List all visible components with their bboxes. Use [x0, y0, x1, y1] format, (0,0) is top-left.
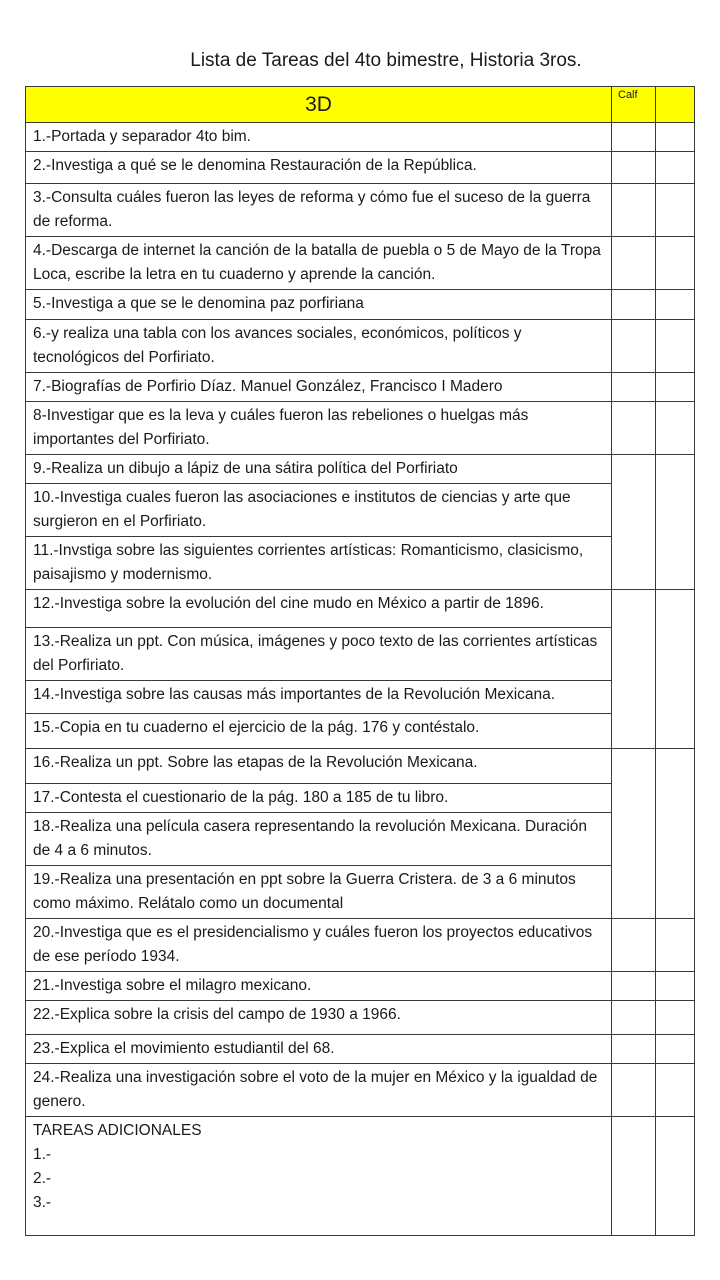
check-cell	[656, 373, 695, 402]
task-cell: 19.-Realiza una presentación en ppt sobre la Guerra Cristera. de 3 a 6 minutos como máximo. Relátalo como un documental	[26, 866, 612, 919]
task-cell: 3.-Consulta cuáles fueron las leyes de reforma y cómo fue el suceso de la guerra de reforma.	[26, 184, 612, 237]
task-cell: 14.-Investiga sobre las causas más importantes de la Revolución Mexicana.	[26, 681, 612, 714]
grade-cell	[612, 972, 656, 1001]
additional-item: 3.-	[33, 1194, 52, 1211]
table-row	[26, 237, 695, 290]
task-cell: 24.-Realiza una investigación sobre el voto de la mujer en México y la igualdad de genero.	[26, 1064, 612, 1117]
check-cell	[656, 290, 695, 320]
task-cell: 2.-Investiga a qué se le denomina Restauración de la República.	[26, 152, 612, 184]
table-row	[26, 184, 695, 237]
task-cell: 8-Investigar que es la leva y cuáles fueron las rebeliones o huelgas más importantes del Porfiriato.	[26, 402, 612, 455]
check-cell	[656, 184, 695, 237]
task-cell: 1.-Portada y separador 4to bim.	[26, 123, 612, 152]
grade-cell	[612, 237, 656, 290]
table-row	[26, 628, 695, 681]
task-cell: 23.-Explica el movimiento estudiantil del 68.	[26, 1035, 612, 1064]
table-header-row	[26, 87, 695, 123]
table-row	[26, 152, 695, 184]
task-cell: 18.-Realiza una película casera representando la revolución Mexicana. Duración de 4 a 6 minutos.	[26, 813, 612, 866]
grade-cell	[612, 290, 656, 320]
table-row	[26, 402, 695, 455]
task-cell: 9.-Realiza un dibujo a lápiz de una sátira política del Porfiriato	[26, 455, 612, 484]
additional-item: 1.-	[33, 1146, 52, 1163]
grade-cell	[612, 152, 656, 184]
task-cell: 10.-Investiga cuales fueron las asociaciones e institutos de ciencias y arte que surgieron en el Porfiriato.	[26, 484, 612, 537]
task-cell: 6.-y realiza una tabla con los avances sociales, económicos, políticos y tecnológicos del Porfiriato.	[26, 320, 612, 373]
task-cell: 17.-Contesta el cuestionario de la pág. 180 a 185 de tu libro.	[26, 784, 612, 813]
table-row	[26, 590, 695, 628]
task-cell: 5.-Investiga a que se le denomina paz porfiriana	[26, 290, 612, 320]
grade-cell	[612, 320, 656, 373]
check-cell	[656, 919, 695, 972]
task-cell: 11.-Invstiga sobre las siguientes corrientes artísticas: Romanticismo, clasicismo, paisajismo y modernismo.	[26, 537, 612, 590]
table-row	[26, 455, 695, 484]
check-cell	[656, 1064, 695, 1117]
table-row	[26, 972, 695, 1001]
task-cell: 15.-Copia en tu cuaderno el ejercicio de la pág. 176 y contéstalo.	[26, 714, 612, 749]
additional-tasks-cell	[26, 1117, 612, 1236]
grade-cell	[612, 919, 656, 972]
table-row	[26, 866, 695, 919]
table-row	[26, 123, 695, 152]
table-row	[26, 714, 695, 749]
table-row	[26, 681, 695, 714]
check-cell	[656, 455, 695, 590]
additional-item: 2.-	[33, 1170, 52, 1187]
table-row	[26, 813, 695, 866]
grade-cell	[612, 1064, 656, 1117]
grade-cell	[612, 402, 656, 455]
grade-cell	[612, 184, 656, 237]
check-cell	[656, 590, 695, 749]
table-row	[26, 919, 695, 972]
grade-cell	[612, 373, 656, 402]
table-row	[26, 1035, 695, 1064]
check-cell	[656, 152, 695, 184]
task-cell: 20.-Investiga que es el presidencialismo y cuáles fueron los proyectos educativos de ese período 1934.	[26, 919, 612, 972]
task-cell: 22.-Explica sobre la crisis del campo de 1930 a 1966.	[26, 1001, 612, 1035]
grade-cell	[612, 590, 656, 749]
grade-cell	[612, 123, 656, 152]
check-cell	[656, 123, 695, 152]
task-cell: 21.-Investiga sobre el milagro mexicano.	[26, 972, 612, 1001]
check-cell	[656, 237, 695, 290]
table-row	[26, 1064, 695, 1117]
task-cell: 13.-Realiza un ppt. Con música, imágenes y poco texto de las corrientes artísticas del Porfiriato.	[26, 628, 612, 681]
check-cell	[656, 972, 695, 1001]
check-cell	[656, 749, 695, 919]
table-row	[26, 749, 695, 784]
task-cell: 4.-Descarga de internet la canción de la batalla de puebla o 5 de Mayo de la Tropa Loca, escribe la letra en tu cuaderno y aprende la canción.	[26, 237, 612, 290]
check-cell	[656, 1035, 695, 1064]
table-row	[26, 537, 695, 590]
table-row	[26, 784, 695, 813]
check-cell	[656, 1001, 695, 1035]
task-cell: 7.-Biografías de Porfirio Díaz. Manuel González, Francisco I Madero	[26, 373, 612, 402]
grade-cell	[612, 1035, 656, 1064]
grade-cell	[612, 749, 656, 919]
table-row	[26, 373, 695, 402]
table-row	[26, 320, 695, 373]
check-cell	[656, 1117, 695, 1236]
table-row	[26, 290, 695, 320]
calf-label: Calf	[612, 87, 656, 123]
document-title: Lista de Tareas del 4to bimestre, Historia 3ros.	[190, 50, 582, 71]
table-row	[26, 484, 695, 537]
task-cell: 12.-Investiga sobre la evolución del cine mudo en México a partir de 1896.	[26, 590, 612, 628]
check-cell	[656, 402, 695, 455]
grade-cell	[612, 1001, 656, 1035]
grade-cell	[612, 455, 656, 590]
table-row	[26, 1001, 695, 1035]
task-table	[25, 86, 695, 1236]
group-label: 3D	[26, 87, 612, 123]
grade-cell	[612, 1117, 656, 1236]
additional-heading: TAREAS ADICIONALES	[33, 1122, 202, 1139]
additional-tasks-row	[26, 1117, 695, 1236]
task-cell: 16.-Realiza un ppt. Sobre las etapas de la Revolución Mexicana.	[26, 749, 612, 784]
check-cell	[656, 320, 695, 373]
extra-header-cell	[656, 87, 695, 123]
